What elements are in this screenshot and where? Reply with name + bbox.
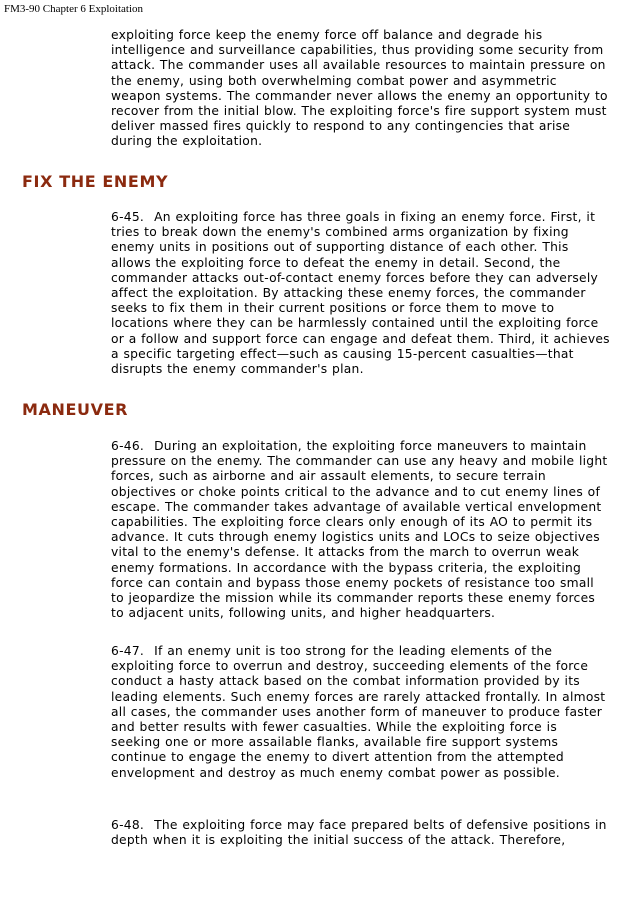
intro-paragraph: exploiting force keep the enemy force off balance and degrade his intelligence and surveillance capabilities, thus providing some security from attack. The commander uses all available resources to maintain pressure on the enemy, using both overwhelming combat power and asymmetric weapon systems. The commander never allows the enemy an opportunity to recover from the initial blow. The exploiting force's fire support system must deliver massed fires quickly to respond to any contingencies that arise during the exploitation. xyxy=(111,28,608,149)
heading-fix-the-enemy: FIX THE ENEMY xyxy=(22,172,169,191)
paragraph-6-45 xyxy=(111,210,610,377)
heading-maneuver: MANEUVER xyxy=(22,400,129,419)
paragraph-text: If an enemy unit is too strong for the leading elements of the exploiting force to overrun and destroy, succeeding elements of the force conduct a hasty attack based on the combat information provided by its leading elements. Such enemy forces are rarely attacked frontally. In almost all cases, the commander uses another form of maneuver to produce faster and better results with fewer casualties. While the exploiting force is seeking one or more assailable flanks, available fire support systems continue to engage the enemy to divert attention from the attempted envelopment and destroy as much enemy combat power as possible. xyxy=(111,644,606,780)
paragraph-6-48 xyxy=(111,818,610,848)
running-header: FM3-90 Chapter 6 Exploitation xyxy=(4,3,144,15)
paragraph-number: 6-47. xyxy=(111,644,145,658)
paragraph-text: During an exploitation, the exploiting force maneuvers to maintain pressure on the enemy. The commander can use any heavy and mobile light forces, such as airborne and air assault elements, to secure terrain objectives or choke points critical to the advance and to cut enemy lines of escape. The commander takes advantage of available vertical envelopment capabilities. The exploiting force clears only enough of its AO to permit its advance. It cuts through enemy logistics units and LOCs to seize objectives vital to the enemy's defense. It attacks from the march to overrun weak enemy formations. In accordance with the bypass criteria, the exploiting force can contain and bypass those enemy pockets of resistance too small to jeopardize the mission while its commander reports these enemy forces to adjacent units, following units, and higher headquarters. xyxy=(111,439,608,621)
paragraph-number: 6-46. xyxy=(111,439,145,453)
paragraph-6-46 xyxy=(111,439,610,621)
paragraph-6-47 xyxy=(111,644,610,781)
paragraph-number: 6-45. xyxy=(111,210,145,224)
paragraph-number: 6-48. xyxy=(111,818,145,832)
paragraph-text: The exploiting force may face prepared belts of defensive positions in depth when it is exploiting the initial success of the attack. Therefore, xyxy=(111,818,607,848)
paragraph-text: An exploiting force has three goals in fixing an enemy force. First, it tries to break down the enemy's combined arms organization by fixing enemy units in positions out of supporting distance of each other. This allows the exploiting force to defeat the enemy in detail. Second, the commander attacks out-of-contact enemy forces before they can adversely affect the exploitation. By attacking these enemy forces, the commander seeks to fix them in their current positions or force them to move to locations where they can be harmlessly contained until the exploiting force or a follow and support force can engage and defeat them. Third, it achieves a specific targeting effect—such as causing 15-percent casualties—that disrupts the enemy commander's plan. xyxy=(111,210,610,377)
